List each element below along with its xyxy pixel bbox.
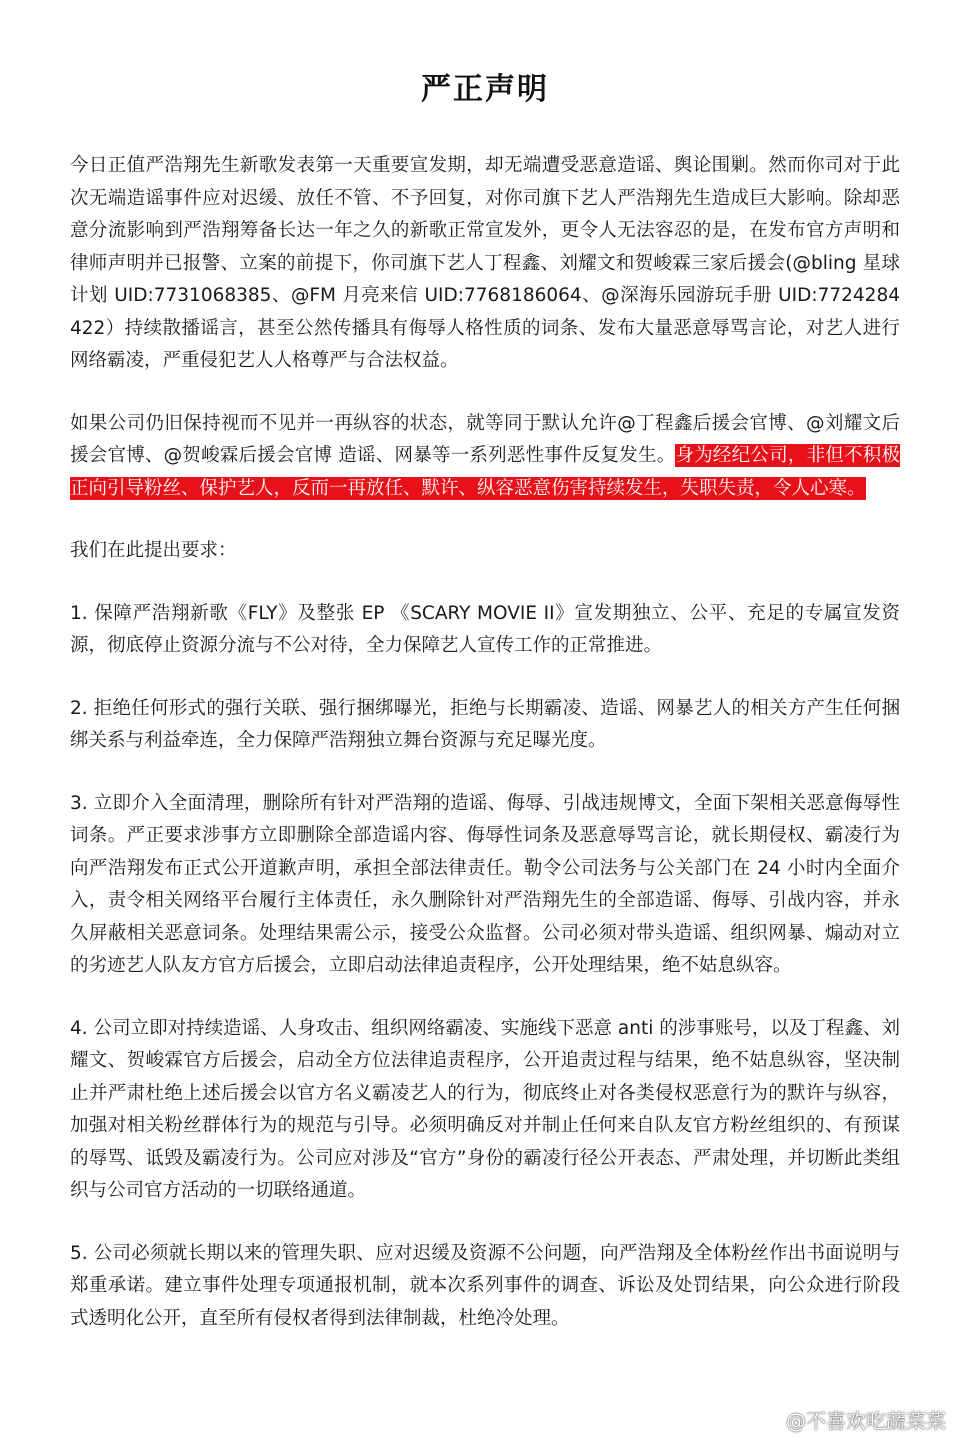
requirements-heading: 我们在此提出要求： [70,540,237,561]
watermark [758,1405,946,1434]
demand-paragraph-text: 如果公司仍旧保持视而不见并一再纵容的状态，就等同于默认允许@丁程鑫后援会官博、@刘耀文后援会官博、@贺峻霖后援会官博 造谣、网暴等一系列恶性事件反复发生。 [70,412,900,466]
weibo-icon [758,1408,782,1432]
requirement-5: 5. 公司必须就长期以来的管理失职、应对迟缓及资源不公问题，向严浩翔及全体粉丝作出书面说明与郑重承诺。建立事件处理专项通报机制，就本次系列事件的调查、诉讼及处罚结果，向公众进行阶段式透明化公开，直至所有侵权者得到法律制裁，杜绝冷处理。 [70,1242,900,1329]
requirement-1: 1. 保障严浩翔新歌《FLY》及整张 EP 《SCARY MOVIE II》宣发期独立、公平、充足的专属宣发资源，彻底停止资源分流与不公对待，全力保障艺人宣传工作的正常推进。 [70,602,900,656]
requirement-2: 2. 拒绝任何形式的强行关联、强行捆绑曝光，拒绝与长期霸凌、造谣、网暴艺人的相关方产生任何捆绑关系与利益牵连，全力保障严浩翔独立舞台资源与充足曝光度。 [70,697,900,751]
highlighted-text: 身为经纪公司，非但不积极正向引导粉丝、保护艺人，反而一再放任、默许、纵容恶意伤害持续发生，失职失责，令人心寒。 [70,445,900,499]
requirement-3: 3. 立即介入全面清理，删除所有针对严浩翔的造谣、侮辱、引战违规博文，全面下架相关恶意侮辱性词条。严正要求涉事方立即删除全部造谣内容、侮辱性词条及恶意辱骂言论，就长期侵权、霸凌行为向严浩翔发布正式公开道歉声明，承担全部法律责任。勒令公司法务与公关部门在 24 小时内全面介入，责令相关网络平台履行主体责任，永久删除针对严浩翔先生的全部造谣、侮辱、引战内容，并永久屏蔽相关恶意词条。处理结果需公示，接受公众监督。公司必须对带头造谣、组织网暴、煽动对立的劣迹艺人队友方官方后援会，立即启动法律追责程序，公开处理结果，绝不姑息纵容。 [70,792,900,976]
watermark-text: @不喜欢吃蔬菜菜 [786,1409,946,1433]
page-title: 严正声明 [421,72,549,107]
requirement-4: 4. 公司立即对持续造谣、人身攻击、组织网络霸凌、实施线下恶意 anti 的涉事账号，以及丁程鑫、刘耀文、贺峻霖官方后援会，启动全方位法律追责程序，公开追责过程与结果，绝不姑息纵容，坚决制止并严肃杜绝上述后援会以官方名义霸凌艺人的行为，彻底终止对各类侵权恶意行为的默许与纵容，加强对相关粉丝群体行为的规范与引导。必须明确反对并制止任何来自队友官方粉丝组织的、有预谋的辱骂、诋毁及霸凌行为。公司应对涉及“官方”身份的霸凌行径公开表态、严肃处理，并切断此类组织与公司官方活动的一切联络通道。 [70,1017,900,1201]
intro-paragraph: 今日正值严浩翔先生新歌发表第一天重要宣发期，却无端遭受恶意造谣、舆论围剿。然而你司对于此次无端造谣事件应对迟缓、放任不管、不予回复，对你司旗下艺人严浩翔先生造成巨大影响。除却恶意分流影响到严浩翔筹备长达一年之久的新歌正常宣发外，更令人无法容忍的是，在发布官方声明和律师声明并已报警、立案的前提下，你司旗下艺人丁程鑫、刘耀文和贺峻霖三家后援会(@bling 星球计划 UID:7731068385、@FM 月亮来信 UID:7768186064、@深海乐园游玩手册 UID:7724284422）持续散播谣言，甚至公然传播具有侮辱人格性质的词条、发布大量恶意辱骂言论，对艺人进行网络霸凌，严重侵犯艺人人格尊严与合法权益。 [70,155,900,371]
demand-paragraph [70,408,900,506]
